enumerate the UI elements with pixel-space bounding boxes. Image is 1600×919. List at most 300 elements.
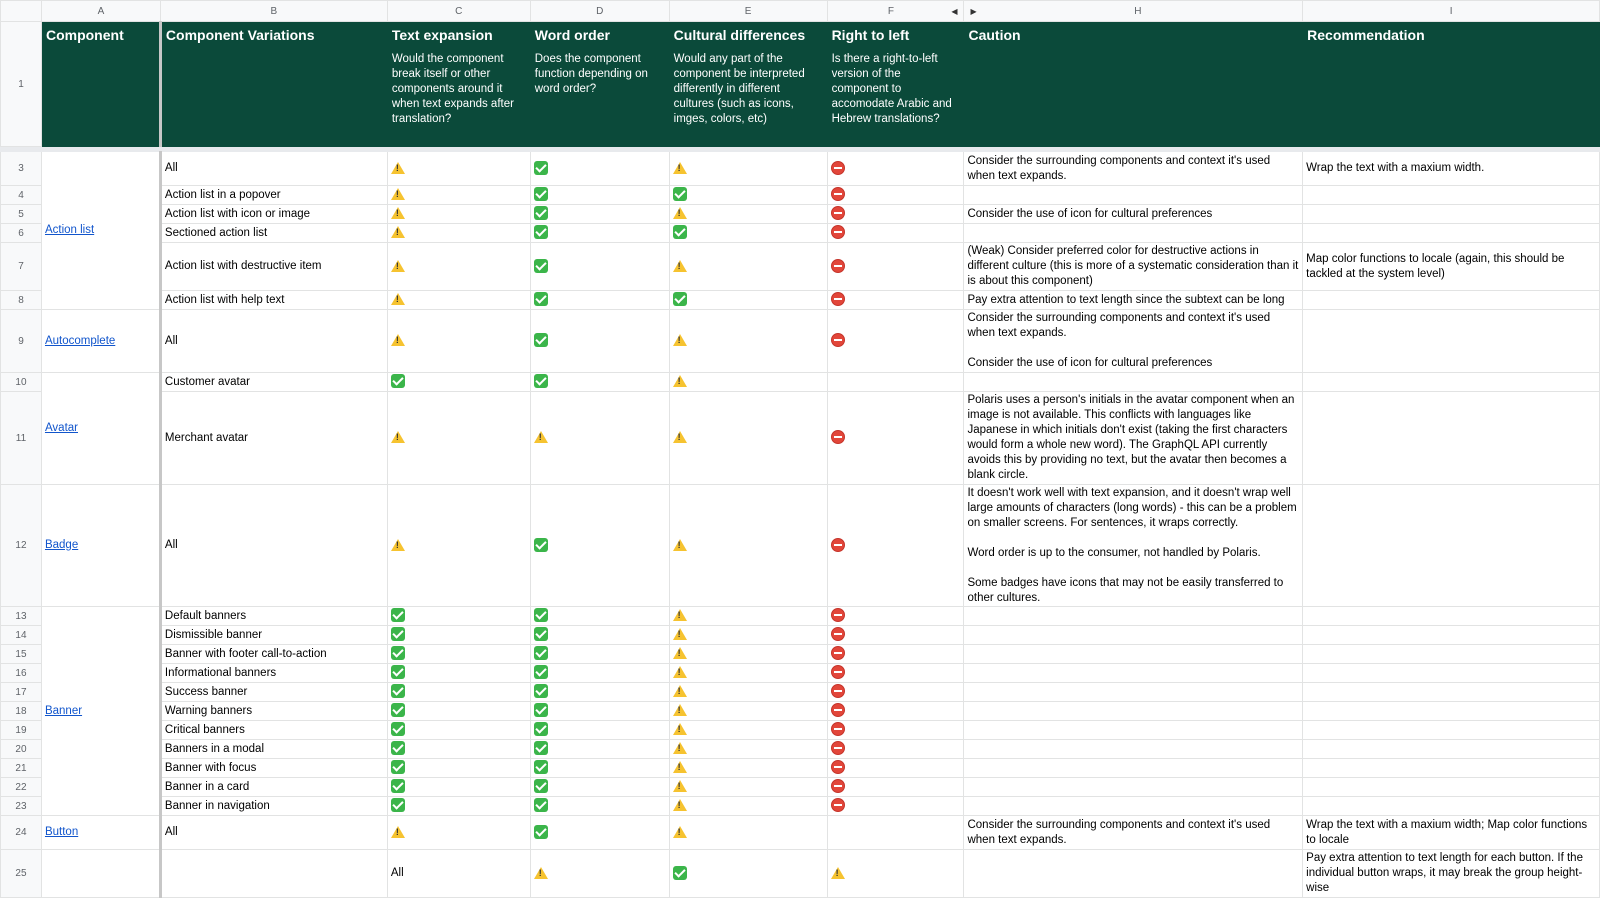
row-number[interactable]: 17	[1, 683, 42, 702]
row-number[interactable]: 23	[1, 797, 42, 816]
component-cell[interactable]	[41, 850, 160, 898]
recommendation-cell[interactable]	[1303, 607, 1600, 626]
caution-cell[interactable]: Consider the surrounding components and context it's used when text expands. Consider the use of icon for cultural preferences	[964, 310, 1303, 373]
table-row	[1, 205, 1600, 224]
column-header[interactable]: A	[41, 1, 160, 22]
recommendation-cell[interactable]	[1303, 626, 1600, 645]
variation-cell[interactable]: All	[160, 310, 387, 373]
rating-cell[interactable]	[669, 205, 827, 224]
check-mark-icon	[534, 779, 548, 793]
rating-cell[interactable]	[827, 850, 964, 898]
row-number[interactable]: 5	[1, 205, 42, 224]
variation-cell[interactable]: All	[160, 485, 387, 607]
component-link-autocomplete[interactable]: Autocomplete	[44, 334, 116, 347]
check-mark-icon	[391, 374, 405, 388]
no-entry-icon	[831, 703, 845, 717]
row-number[interactable]: 21	[1, 759, 42, 778]
component-cell[interactable]	[41, 373, 160, 485]
header-row	[1, 22, 1600, 147]
rating-cell[interactable]	[669, 485, 827, 607]
variation-cell[interactable]: Sectioned action list	[160, 224, 387, 243]
warning-icon	[391, 207, 405, 219]
column-header[interactable]	[964, 1, 1303, 22]
caution-cell[interactable]	[964, 683, 1303, 702]
check-mark-icon	[391, 741, 405, 755]
rating-cell[interactable]	[669, 797, 827, 816]
rating-cell[interactable]	[827, 186, 964, 205]
variation-cell[interactable]: Action list in a popover	[160, 186, 387, 205]
warning-icon	[534, 867, 548, 879]
rating-cell[interactable]	[387, 152, 530, 186]
rating-cell[interactable]	[387, 485, 530, 607]
row-number[interactable]: 3	[1, 152, 42, 186]
rating-cell[interactable]	[530, 392, 669, 485]
rating-cell[interactable]	[827, 373, 964, 392]
caution-cell[interactable]	[964, 645, 1303, 664]
no-entry-icon	[831, 779, 845, 793]
recommendation-cell[interactable]	[1303, 485, 1600, 607]
caution-cell[interactable]: Consider the surrounding components and context it's used when text expands.	[964, 816, 1303, 850]
rating-cell[interactable]	[387, 740, 530, 759]
row-number[interactable]: 8	[1, 291, 42, 310]
warning-icon	[673, 780, 687, 792]
warning-icon	[673, 742, 687, 754]
caution-cell[interactable]: It doesn't work well with text expansion, and it doesn't wrap well large amounts of characters (long words) - this can be a problem on smaller screens. For sentences, it wraps correctly. Word order is up to the consumer, not handled by Polaris. Some badges have icons that may not be easily transferred to other cultures.	[964, 485, 1303, 607]
rating-cell[interactable]	[530, 152, 669, 186]
row-number[interactable]: 1	[1, 22, 42, 147]
component-link-banner[interactable]: Banner	[44, 704, 83, 717]
row-number[interactable]: 10	[1, 373, 42, 392]
component-link-badge[interactable]: Badge	[44, 539, 79, 551]
rating-cell[interactable]: All	[387, 850, 530, 898]
component-link-action-list[interactable]: Action list	[44, 224, 95, 236]
no-entry-icon	[831, 608, 845, 622]
recommendation-cell[interactable]: Map color functions to locale (again, this should be tackled at the system level)	[1303, 243, 1600, 291]
row-number[interactable]: 19	[1, 721, 42, 740]
recommendation-cell[interactable]	[1303, 205, 1600, 224]
rating-cell[interactable]	[387, 759, 530, 778]
rating-cell[interactable]	[387, 778, 530, 797]
variation-cell[interactable]: Action list with destructive item	[160, 243, 387, 291]
row-number[interactable]: 14	[1, 626, 42, 645]
recommendation-cell[interactable]: Wrap the text with a maxium width.	[1303, 152, 1600, 186]
warning-icon	[673, 704, 687, 716]
header-title: Component	[45, 27, 124, 43]
rating-cell[interactable]	[530, 224, 669, 243]
rating-cell[interactable]	[669, 778, 827, 797]
rating-cell[interactable]	[387, 291, 530, 310]
header-cell-cultural-differences[interactable]	[669, 22, 827, 147]
rating-cell[interactable]	[530, 607, 669, 626]
rating-cell[interactable]	[387, 797, 530, 816]
rating-cell[interactable]	[530, 816, 669, 850]
rating-cell[interactable]	[827, 224, 964, 243]
recommendation-cell[interactable]	[1303, 740, 1600, 759]
caution-cell[interactable]	[964, 797, 1303, 816]
rating-cell[interactable]	[387, 373, 530, 392]
check-mark-icon	[534, 161, 548, 175]
column-header[interactable]: I	[1303, 1, 1600, 22]
recommendation-cell[interactable]	[1303, 721, 1600, 740]
rating-cell[interactable]	[530, 310, 669, 373]
rating-cell[interactable]	[669, 243, 827, 291]
component-link-button[interactable]: Button	[44, 826, 79, 838]
variation-cell[interactable]: Banner in navigation	[160, 797, 387, 816]
rating-cell[interactable]	[827, 205, 964, 224]
warning-icon	[391, 539, 405, 551]
header-cell-word-order[interactable]	[530, 22, 669, 147]
component-link-avatar[interactable]: Avatar	[44, 422, 78, 434]
rating-cell[interactable]	[530, 778, 669, 797]
rating-cell[interactable]	[530, 702, 669, 721]
recommendation-cell[interactable]	[1303, 683, 1600, 702]
rating-cell[interactable]	[387, 626, 530, 645]
variation-cell[interactable]: Default banners	[160, 607, 387, 626]
variation-cell[interactable]: Success banner	[160, 683, 387, 702]
variation-cell[interactable]: Action list with help text	[160, 291, 387, 310]
rating-cell[interactable]	[669, 721, 827, 740]
header-description: Does the component function depending on word order?	[534, 53, 648, 95]
caution-cell[interactable]	[964, 664, 1303, 683]
header-title: Recommendation	[1307, 27, 1425, 43]
column-header[interactable]: E	[669, 1, 827, 22]
row-number[interactable]: 9	[1, 310, 42, 373]
row-number[interactable]: 22	[1, 778, 42, 797]
row-number[interactable]: 18	[1, 702, 42, 721]
check-mark-icon	[673, 292, 687, 306]
table-row	[1, 816, 1600, 850]
row-number[interactable]: 16	[1, 664, 42, 683]
header-cell-variations[interactable]	[160, 22, 387, 147]
warning-icon	[391, 226, 405, 238]
recommendation-cell[interactable]	[1303, 645, 1600, 664]
column-header[interactable]: C	[387, 1, 530, 22]
rating-cell[interactable]	[827, 485, 964, 607]
variation-cell[interactable]: Critical banners	[160, 721, 387, 740]
table-row	[1, 310, 1600, 373]
rating-cell[interactable]	[530, 645, 669, 664]
rating-cell[interactable]	[530, 759, 669, 778]
no-entry-icon	[831, 292, 845, 306]
variation-cell[interactable]: Action list with icon or image	[160, 205, 387, 224]
check-mark-icon	[534, 333, 548, 347]
rating-cell[interactable]	[827, 778, 964, 797]
hidden-column-right-arrow-icon[interactable]: ▶	[970, 6, 977, 16]
warning-icon	[673, 539, 687, 551]
table-row	[1, 152, 1600, 186]
no-entry-icon	[831, 684, 845, 698]
no-entry-icon	[831, 798, 845, 812]
variation-cell[interactable]: All	[160, 152, 387, 186]
rating-cell[interactable]	[530, 850, 669, 898]
check-mark-icon	[534, 225, 548, 239]
rating-cell[interactable]	[530, 373, 669, 392]
no-entry-icon	[831, 760, 845, 774]
table-row	[1, 607, 1600, 626]
rating-cell[interactable]	[387, 310, 530, 373]
column-letter: F	[887, 5, 894, 17]
caution-cell[interactable]: Consider the use of icon for cultural preferences	[964, 205, 1303, 224]
check-mark-icon	[534, 646, 548, 660]
component-cell[interactable]	[41, 485, 160, 607]
caution-cell[interactable]	[964, 224, 1303, 243]
rating-cell[interactable]	[530, 243, 669, 291]
rating-cell[interactable]	[669, 850, 827, 898]
check-mark-icon	[534, 374, 548, 388]
rating-cell[interactable]	[827, 683, 964, 702]
rating-cell[interactable]	[669, 152, 827, 186]
table-row	[1, 721, 1600, 740]
table-row	[1, 224, 1600, 243]
warning-icon	[673, 431, 687, 443]
check-mark-icon	[534, 665, 548, 679]
table-row	[1, 740, 1600, 759]
rating-cell[interactable]	[827, 645, 964, 664]
warning-icon	[391, 260, 405, 272]
variation-cell[interactable]: All	[160, 816, 387, 850]
rating-cell[interactable]	[669, 740, 827, 759]
caution-cell[interactable]	[964, 740, 1303, 759]
rating-cell[interactable]	[827, 152, 964, 186]
rating-cell[interactable]	[669, 683, 827, 702]
caution-cell[interactable]	[964, 186, 1303, 205]
rating-cell[interactable]	[669, 373, 827, 392]
table-row	[1, 850, 1600, 898]
caution-cell[interactable]: Consider the surrounding components and context it's used when text expands.	[964, 152, 1303, 186]
rating-cell[interactable]	[387, 392, 530, 485]
warning-icon	[391, 826, 405, 838]
table-row	[1, 291, 1600, 310]
check-mark-icon	[534, 722, 548, 736]
rating-cell[interactable]	[530, 797, 669, 816]
recommendation-cell[interactable]	[1303, 664, 1600, 683]
check-mark-icon	[534, 741, 548, 755]
rating-cell[interactable]	[530, 721, 669, 740]
rating-cell[interactable]	[387, 721, 530, 740]
variation-cell[interactable]: Dismissible banner	[160, 626, 387, 645]
rating-cell[interactable]	[530, 186, 669, 205]
rating-cell[interactable]	[669, 645, 827, 664]
header-cell-recommendation[interactable]	[1303, 22, 1600, 147]
caution-cell[interactable]	[964, 721, 1303, 740]
warning-icon	[673, 609, 687, 621]
rating-cell[interactable]	[530, 485, 669, 607]
warning-icon	[831, 867, 845, 879]
warning-icon	[673, 799, 687, 811]
caution-cell[interactable]	[964, 626, 1303, 645]
table-row	[1, 186, 1600, 205]
rating-cell[interactable]	[387, 186, 530, 205]
rating-cell[interactable]	[530, 205, 669, 224]
row-number[interactable]: 20	[1, 740, 42, 759]
variation-cell[interactable]: Warning banners	[160, 702, 387, 721]
rating-cell[interactable]	[669, 702, 827, 721]
table-row	[1, 373, 1600, 392]
variation-cell[interactable]: Banners in a modal	[160, 740, 387, 759]
rating-cell[interactable]	[669, 392, 827, 485]
table-row	[1, 683, 1600, 702]
column-header[interactable]: B	[160, 1, 387, 22]
caution-cell[interactable]	[964, 373, 1303, 392]
caution-cell[interactable]	[964, 778, 1303, 797]
variation-cell[interactable]: Banner with footer call-to-action	[160, 645, 387, 664]
variation-cell[interactable]: Banner in a card	[160, 778, 387, 797]
rating-cell[interactable]	[827, 664, 964, 683]
warning-icon	[391, 162, 405, 174]
row-number[interactable]: 12	[1, 485, 42, 607]
variation-cell[interactable]: Customer avatar	[160, 373, 387, 392]
component-cell[interactable]	[41, 816, 160, 850]
check-mark-icon	[391, 627, 405, 641]
rating-cell[interactable]	[827, 721, 964, 740]
header-title: Caution	[968, 27, 1021, 43]
rating-cell[interactable]	[669, 607, 827, 626]
rating-cell[interactable]	[387, 816, 530, 850]
header-title: Word order	[534, 27, 610, 43]
rating-cell[interactable]	[669, 664, 827, 683]
rating-cell[interactable]	[387, 205, 530, 224]
warning-icon	[391, 431, 405, 443]
recommendation-cell[interactable]: Wrap the text with a maxium width; Map color functions to locale	[1303, 816, 1600, 850]
component-cell[interactable]	[41, 152, 160, 310]
recommendation-cell[interactable]	[1303, 778, 1600, 797]
recommendation-cell[interactable]	[1303, 392, 1600, 485]
hidden-column-left-arrow-icon[interactable]: ◀	[951, 6, 958, 16]
row-number[interactable]: 7	[1, 243, 42, 291]
rating-cell[interactable]	[530, 683, 669, 702]
recommendation-cell[interactable]	[1303, 186, 1600, 205]
warning-icon	[673, 666, 687, 678]
rating-cell[interactable]	[669, 759, 827, 778]
header-title: Text expansion	[391, 27, 493, 43]
rating-cell[interactable]	[827, 702, 964, 721]
caution-cell[interactable]: Polaris uses a person's initials in the avatar component when an image is not available. This conflicts with languages like Japanese in which initials don't exist (taking the first characters would form a whole new word). The GraphQL API currently avoids this by providing no text, but the avatar then becomes a blank circle.	[964, 392, 1303, 485]
row-number[interactable]: 6	[1, 224, 42, 243]
rating-cell[interactable]	[387, 683, 530, 702]
check-mark-icon	[534, 627, 548, 641]
rating-cell[interactable]	[387, 607, 530, 626]
recommendation-cell[interactable]	[1303, 224, 1600, 243]
check-mark-icon	[534, 292, 548, 306]
check-mark-icon	[534, 187, 548, 201]
row-number[interactable]: 25	[1, 850, 42, 898]
row-number[interactable]: 4	[1, 186, 42, 205]
recommendation-cell[interactable]: Pay extra attention to text length for each button. If the individual button wraps, it may break the group height-wise	[1303, 850, 1600, 898]
recommendation-cell[interactable]	[1303, 310, 1600, 373]
warning-icon	[673, 628, 687, 640]
row-number[interactable]: 11	[1, 392, 42, 485]
no-entry-icon	[831, 430, 845, 444]
caution-cell[interactable]	[964, 607, 1303, 626]
rating-cell[interactable]	[530, 740, 669, 759]
rating-cell[interactable]	[530, 291, 669, 310]
warning-icon	[673, 723, 687, 735]
recommendation-cell[interactable]	[1303, 702, 1600, 721]
no-entry-icon	[831, 627, 845, 641]
rating-cell[interactable]	[827, 740, 964, 759]
component-cell[interactable]	[41, 310, 160, 373]
check-mark-icon	[534, 760, 548, 774]
no-entry-icon	[831, 206, 845, 220]
rating-cell[interactable]	[530, 626, 669, 645]
rating-cell[interactable]	[827, 291, 964, 310]
no-entry-icon	[831, 741, 845, 755]
table-row	[1, 664, 1600, 683]
recommendation-cell[interactable]	[1303, 797, 1600, 816]
rating-cell[interactable]	[669, 816, 827, 850]
recommendation-cell[interactable]	[1303, 291, 1600, 310]
check-mark-icon	[391, 608, 405, 622]
no-entry-icon	[831, 225, 845, 239]
rating-cell[interactable]	[827, 392, 964, 485]
header-cell-caution[interactable]	[964, 22, 1303, 147]
rating-cell[interactable]	[387, 645, 530, 664]
rating-cell[interactable]	[827, 797, 964, 816]
rating-cell[interactable]	[669, 626, 827, 645]
header-cell-right-to-left[interactable]	[827, 22, 964, 147]
rating-cell[interactable]	[827, 243, 964, 291]
caution-cell[interactable]: Pay extra attention to text length since the subtext can be long	[964, 291, 1303, 310]
caution-cell[interactable]	[964, 702, 1303, 721]
row-number[interactable]: 24	[1, 816, 42, 850]
caution-cell[interactable]: (Weak) Consider preferred color for destructive actions in different culture (this is more of a systematic consideration than it is about this component)	[964, 243, 1303, 291]
check-mark-icon	[673, 866, 687, 880]
rating-cell[interactable]	[387, 243, 530, 291]
variation-cell[interactable]: Informational banners	[160, 664, 387, 683]
header-cell-text-expansion[interactable]	[387, 22, 530, 147]
rating-cell[interactable]	[827, 816, 964, 850]
component-cell[interactable]	[41, 607, 160, 816]
check-mark-icon	[534, 825, 548, 839]
variation-cell[interactable]	[160, 850, 387, 898]
recommendation-cell[interactable]	[1303, 373, 1600, 392]
rating-cell[interactable]	[827, 607, 964, 626]
rating-cell[interactable]	[387, 664, 530, 683]
warning-icon	[673, 162, 687, 174]
header-description: Is there a right-to-left version of the component to accomodate Arabic and Hebrew translations?	[831, 53, 952, 125]
rating-cell[interactable]	[669, 310, 827, 373]
rating-cell[interactable]	[669, 224, 827, 243]
rating-cell[interactable]	[827, 759, 964, 778]
row-number[interactable]: 13	[1, 607, 42, 626]
no-entry-icon	[831, 161, 845, 175]
recommendation-cell[interactable]	[1303, 759, 1600, 778]
header-description: Would the component break itself or other components around it when text expands after translation?	[391, 53, 514, 125]
rating-cell[interactable]	[669, 291, 827, 310]
variation-cell[interactable]: Merchant avatar	[160, 392, 387, 485]
select-all-corner[interactable]	[1, 1, 42, 22]
row-number[interactable]: 15	[1, 645, 42, 664]
warning-icon	[391, 293, 405, 305]
caution-cell[interactable]	[964, 759, 1303, 778]
warning-icon	[673, 761, 687, 773]
no-entry-icon	[831, 722, 845, 736]
rating-cell[interactable]	[827, 310, 964, 373]
rating-cell[interactable]	[387, 224, 530, 243]
caution-cell[interactable]	[964, 850, 1303, 898]
rating-cell[interactable]	[669, 186, 827, 205]
rating-cell[interactable]	[530, 664, 669, 683]
check-mark-icon	[673, 187, 687, 201]
column-header[interactable]: D	[530, 1, 669, 22]
variation-cell[interactable]: Banner with focus	[160, 759, 387, 778]
rating-cell[interactable]	[827, 626, 964, 645]
column-letter: H	[1134, 5, 1142, 17]
header-cell-component[interactable]	[41, 22, 160, 147]
column-header[interactable]	[827, 1, 964, 22]
rating-cell[interactable]	[387, 702, 530, 721]
no-entry-icon	[831, 538, 845, 552]
